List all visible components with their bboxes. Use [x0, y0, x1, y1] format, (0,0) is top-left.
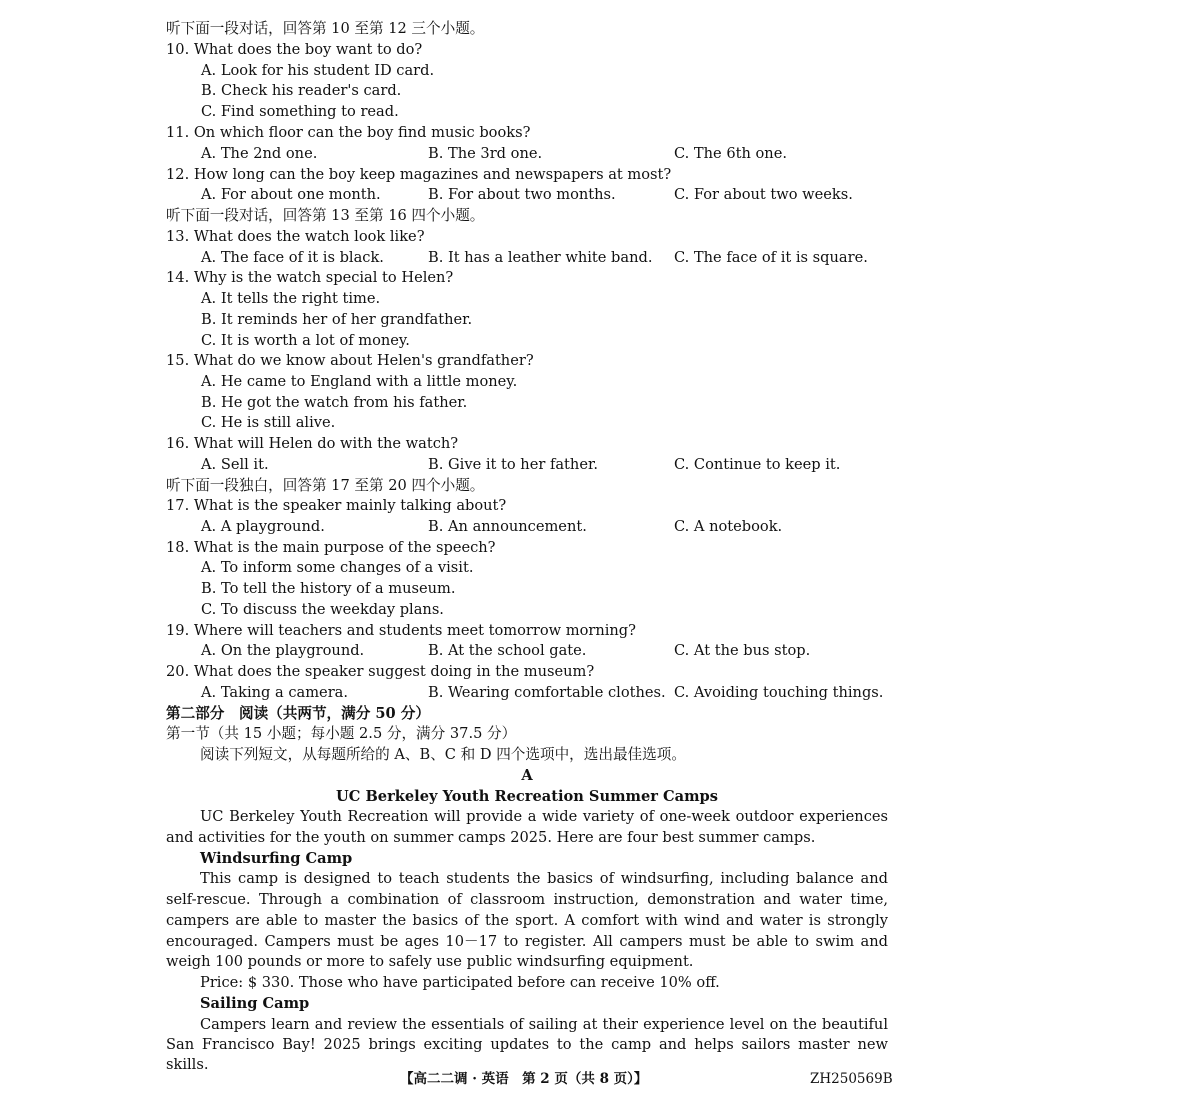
subheading-windsurfing: Windsurfing Camp [200, 850, 353, 867]
subheading-sailing: Sailing Camp [200, 995, 310, 1012]
option-13a: A. The face of it is black. [201, 249, 384, 266]
question-14: 14. Why is the watch special to Helen? [166, 269, 454, 286]
section-heading: 第一节（共 15 小题；每小题 2.5 分，满分 37.5 分） [166, 725, 517, 742]
question-18: 18. What is the main purpose of the speech? [166, 539, 496, 556]
passage-title: UC Berkeley Youth Recreation Summer Camps [336, 788, 718, 805]
option-15a: A. He came to England with a little money. [201, 373, 518, 390]
question-20: 20. What does the speaker suggest doing in the museum? [166, 663, 595, 680]
option-19a: A. On the playground. [201, 642, 365, 659]
section-instruction: 听下面一段对话，回答第 10 至第 12 三个小题。 [166, 20, 485, 37]
question-12: 12. How long can the boy keep magazines and newspapers at most? [166, 166, 672, 183]
option-13c: C. The face of it is square. [674, 249, 868, 266]
option-15b: B. He got the watch from his father. [201, 394, 468, 411]
option-19c: C. At the bus stop. [674, 642, 811, 659]
option-12b: B. For about two months. [428, 186, 616, 203]
option-18c: C. To discuss the weekday plans. [201, 601, 444, 618]
option-11a: A. The 2nd one. [201, 145, 318, 162]
option-20c: C. Avoiding touching things. [674, 684, 884, 701]
paragraph-line: encouraged. Campers must be ages 10－17 to register. All campers must be able to swim and [166, 933, 888, 950]
option-14c: C. It is worth a lot of money. [201, 332, 410, 349]
paragraph-line: and activities for the youth on summer camps 2025. Here are four best summer camps. [166, 829, 816, 846]
option-17c: C. A notebook. [674, 518, 783, 535]
option-15c: C. He is still alive. [201, 414, 336, 431]
paragraph-line: self-rescue. Through a combination of classroom instruction, demonstration and water time, [166, 891, 888, 908]
reading-instruction: 阅读下列短文，从每题所给的 A、B、C 和 D 四个选项中，选出最佳选项。 [200, 746, 686, 763]
exam-code: ZH250569B [810, 1071, 893, 1087]
option-17b: B. An announcement. [428, 518, 587, 535]
question-15: 15. What do we know about Helen's grandfather? [166, 352, 534, 369]
option-11c: C. The 6th one. [674, 145, 787, 162]
passage-letter: A [521, 767, 533, 784]
option-10b: B. Check his reader's card. [201, 82, 402, 99]
option-14a: A. It tells the right time. [201, 290, 381, 307]
price-line: Price: $ 330. Those who have participated before can receive 10% off. [200, 974, 720, 991]
paragraph-line: weigh 100 pounds or more to safely use public windsurfing equipment. [166, 953, 694, 970]
paragraph-line: UC Berkeley Youth Recreation will provide a wide variety of one-week outdoor experiences [200, 808, 888, 825]
paragraph-line: This camp is designed to teach students the basics of windsurfing, including balance and [200, 870, 888, 887]
option-18a: A. To inform some changes of a visit. [201, 559, 474, 576]
option-16a: A. Sell it. [201, 456, 269, 473]
option-18b: B. To tell the history of a museum. [201, 580, 456, 597]
question-16: 16. What will Helen do with the watch? [166, 435, 459, 452]
part-heading: 第二部分 阅读（共两节，满分 50 分） [166, 705, 430, 722]
option-16c: C. Continue to keep it. [674, 456, 841, 473]
option-20a: A. Taking a camera. [201, 684, 349, 701]
question-17: 17. What is the speaker mainly talking about? [166, 497, 507, 514]
option-12a: A. For about one month. [201, 186, 381, 203]
option-10c: C. Find something to read. [201, 103, 399, 120]
option-16b: B. Give it to her father. [428, 456, 598, 473]
option-10a: A. Look for his student ID card. [201, 62, 435, 79]
option-14b: B. It reminds her of her grandfather. [201, 311, 473, 328]
question-11: 11. On which floor can the boy find music books? [166, 124, 531, 141]
question-19: 19. Where will teachers and students meet tomorrow morning? [166, 622, 636, 639]
option-17a: A. A playground. [201, 518, 325, 535]
option-11b: B. The 3rd one. [428, 145, 543, 162]
option-13b: B. It has a leather white band. [428, 249, 653, 266]
option-20b: B. Wearing comfortable clothes. [428, 684, 666, 701]
question-10: 10. What does the boy want to do? [166, 41, 423, 58]
section-instruction: 听下面一段独白，回答第 17 至第 20 四个小题。 [166, 477, 485, 494]
paragraph-line: campers are able to master the basics of the sport. A comfort with wind and water is strongly [166, 912, 888, 929]
paragraph-line: Campers learn and review the essentials of sailing at their experience level on the beautiful [200, 1016, 888, 1033]
option-19b: B. At the school gate. [428, 642, 587, 659]
section-instruction: 听下面一段对话，回答第 13 至第 16 四个小题。 [166, 207, 485, 224]
option-12c: C. For about two weeks. [674, 186, 853, 203]
page-footer: 【高二二调 · 英语 第 2 页（共 8 页）】 [400, 1071, 648, 1087]
question-13: 13. What does the watch look like? [166, 228, 425, 245]
paragraph-line: San Francisco Bay! 2025 brings exciting updates to the camp and helps sailors master new skills. [166, 1036, 888, 1073]
